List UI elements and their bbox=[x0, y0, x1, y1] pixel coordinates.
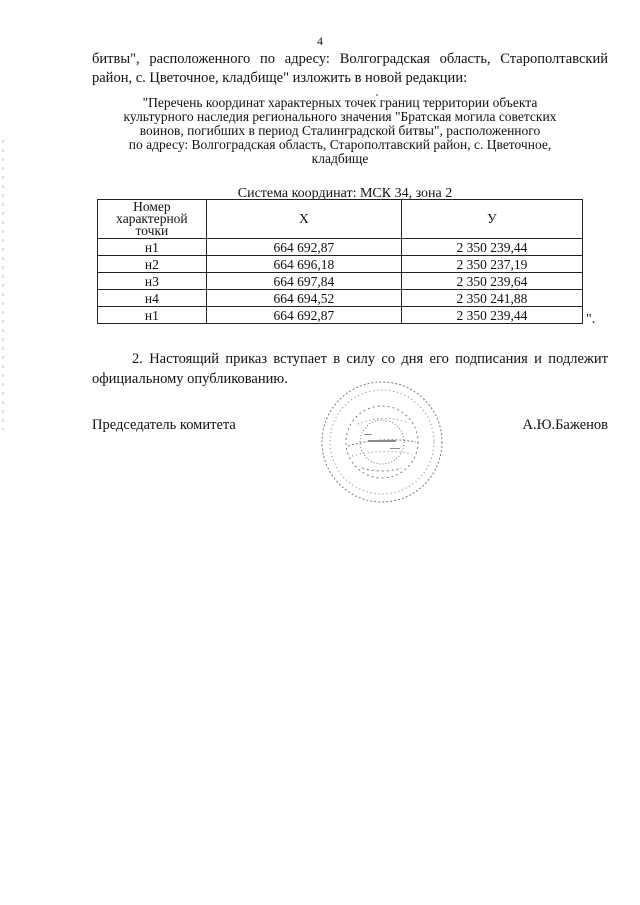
cell-point: н1 bbox=[98, 239, 207, 256]
scan-margin-mark bbox=[2, 140, 4, 430]
cell-x: 664 697,84 bbox=[206, 273, 401, 290]
cell-x: 664 692,87 bbox=[206, 239, 401, 256]
cell-x: 664 696,18 bbox=[206, 256, 401, 273]
table-row bbox=[98, 307, 583, 324]
cell-y: 2 350 237,19 bbox=[401, 256, 582, 273]
signatory-position: Председатель комитета bbox=[92, 417, 236, 433]
round-seal-stamp-icon bbox=[318, 378, 446, 506]
list-title-line-3: воинов, погибших в период Сталинградской битвы", расположенного bbox=[139, 123, 541, 138]
closing-quote-mark: ". bbox=[586, 312, 596, 327]
cell-y: 2 350 239,64 bbox=[401, 273, 582, 290]
list-title-line-5: кладбище bbox=[311, 151, 369, 166]
table-row bbox=[98, 239, 583, 256]
cell-x: 664 694,52 bbox=[206, 290, 401, 307]
intro-line-2: район, с. Цветочное, кладбище" изложить в новой редакции: bbox=[92, 70, 468, 86]
list-title-line-1: "Перечень координат характерных точек границ территории объекта bbox=[142, 95, 538, 110]
intro-paragraph bbox=[92, 50, 608, 88]
cell-y: 2 350 241,88 bbox=[401, 290, 582, 307]
intro-line-1: битвы", расположенного по адресу: Волгоградская область, Старополтавский bbox=[92, 51, 608, 67]
cell-point: н4 bbox=[98, 290, 207, 307]
effect-line-1: 2. Настоящий приказ вступает в силу со дня его подписания и подлежит bbox=[132, 351, 608, 367]
header-point-line-3: точки bbox=[135, 223, 169, 238]
table-row bbox=[98, 256, 583, 273]
header-point-number bbox=[98, 200, 207, 239]
list-title bbox=[100, 96, 580, 166]
table-caption: Система координат: МСК 34, зона 2 bbox=[237, 186, 453, 201]
coordinates-table bbox=[97, 199, 583, 324]
header-point-line-1: Номер bbox=[133, 199, 171, 214]
table-header-row bbox=[98, 200, 583, 239]
cell-point: н1 bbox=[98, 307, 207, 324]
table-row bbox=[98, 290, 583, 307]
cell-x: 664 692,87 bbox=[206, 307, 401, 324]
list-title-line-4: по адресу: Волгоградская область, Старополтавский район, с. Цветочное, bbox=[128, 137, 552, 152]
cell-point: н3 bbox=[98, 273, 207, 290]
header-x: X bbox=[206, 200, 401, 239]
effect-line-2: официальному опубликованию. bbox=[92, 371, 288, 387]
page-number: 4 bbox=[317, 34, 323, 48]
signatory-name: А.Ю.Баженов bbox=[522, 417, 608, 433]
table-row bbox=[98, 273, 583, 290]
header-point-line-2: характерной bbox=[116, 211, 188, 226]
header-y: У bbox=[401, 200, 582, 239]
cell-y: 2 350 239,44 bbox=[401, 307, 582, 324]
cell-y: 2 350 239,44 bbox=[401, 239, 582, 256]
cell-point: н2 bbox=[98, 256, 207, 273]
list-title-line-2: культурного наследия регионального значения "Братская могила советских bbox=[123, 109, 557, 124]
